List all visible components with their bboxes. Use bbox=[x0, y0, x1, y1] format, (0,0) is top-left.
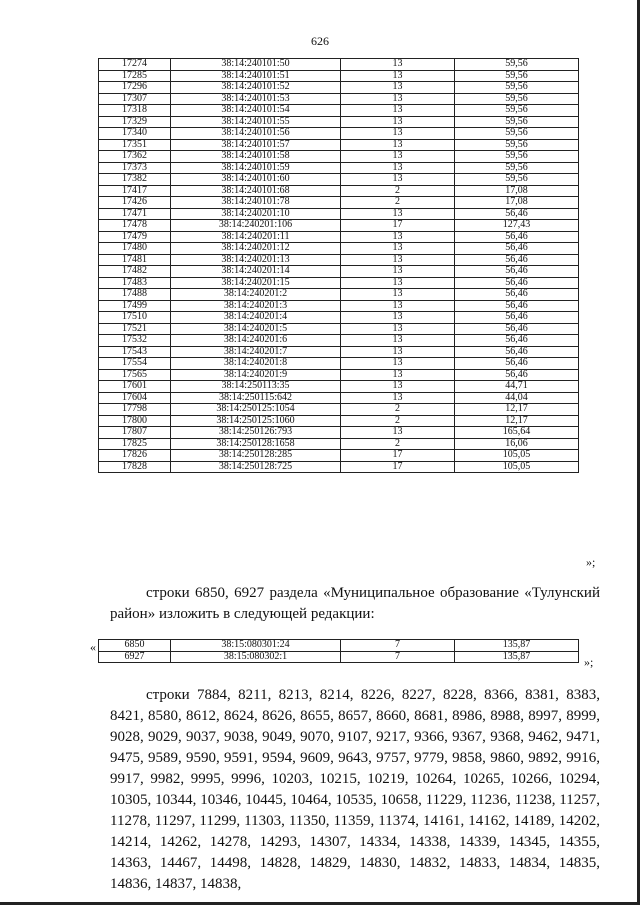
count-value: 2 bbox=[341, 438, 455, 450]
cadastral-number: 38:14:240201:7 bbox=[171, 346, 341, 358]
cadastral-number: 38:14:250125:1060 bbox=[171, 415, 341, 427]
parcel-table-tulun bbox=[98, 639, 579, 663]
cadastral-number: 38:14:240101:57 bbox=[171, 139, 341, 151]
amount-value: 12,17 bbox=[455, 415, 579, 427]
amount-value: 56,46 bbox=[455, 312, 579, 324]
table-row bbox=[99, 358, 579, 370]
table-row bbox=[99, 450, 579, 462]
row-number: 17373 bbox=[99, 162, 171, 174]
count-value: 13 bbox=[341, 139, 455, 151]
count-value: 13 bbox=[341, 174, 455, 186]
amount-value: 44,71 bbox=[455, 381, 579, 393]
row-number: 17482 bbox=[99, 266, 171, 278]
table-row bbox=[99, 105, 579, 117]
cadastral-number: 38:14:240201:14 bbox=[171, 266, 341, 278]
row-number: 17488 bbox=[99, 289, 171, 301]
amount-value: 105,05 bbox=[455, 450, 579, 462]
cadastral-number: 38:14:240101:78 bbox=[171, 197, 341, 209]
count-value: 13 bbox=[341, 266, 455, 278]
cadastral-number: 38:14:240101:56 bbox=[171, 128, 341, 140]
row-number: 17296 bbox=[99, 82, 171, 94]
count-value: 7 bbox=[341, 651, 455, 663]
count-value: 13 bbox=[341, 162, 455, 174]
row-number: 17499 bbox=[99, 300, 171, 312]
table2-open-mark: « bbox=[90, 640, 96, 654]
row-number: 17471 bbox=[99, 208, 171, 220]
cadastral-number: 38:14:240101:53 bbox=[171, 93, 341, 105]
table-row bbox=[99, 461, 579, 473]
count-value: 13 bbox=[341, 300, 455, 312]
row-number: 17532 bbox=[99, 335, 171, 347]
amount-value: 56,46 bbox=[455, 346, 579, 358]
table-row bbox=[99, 335, 579, 347]
row-number: 17426 bbox=[99, 197, 171, 209]
cadastral-number: 38:14:250128:285 bbox=[171, 450, 341, 462]
amount-value: 165,64 bbox=[455, 427, 579, 439]
cadastral-number: 38:14:240201:106 bbox=[171, 220, 341, 232]
count-value: 13 bbox=[341, 312, 455, 324]
table-row bbox=[99, 312, 579, 324]
table-row bbox=[99, 300, 579, 312]
amount-value: 56,46 bbox=[455, 358, 579, 370]
amount-value: 56,46 bbox=[455, 369, 579, 381]
amount-value: 59,56 bbox=[455, 116, 579, 128]
count-value: 13 bbox=[341, 335, 455, 347]
table-row bbox=[99, 289, 579, 301]
amount-value: 56,46 bbox=[455, 266, 579, 278]
cadastral-number: 38:14:240201:11 bbox=[171, 231, 341, 243]
cadastral-number: 38:14:240201:4 bbox=[171, 312, 341, 324]
row-number: 17274 bbox=[99, 59, 171, 71]
page-number: 626 bbox=[311, 34, 329, 48]
table-row bbox=[99, 82, 579, 94]
table-row bbox=[99, 254, 579, 266]
table-end-mark: »; bbox=[586, 555, 596, 569]
count-value: 13 bbox=[341, 116, 455, 128]
amount-value: 59,56 bbox=[455, 151, 579, 163]
amount-value: 59,56 bbox=[455, 93, 579, 105]
count-value: 13 bbox=[341, 82, 455, 94]
table-row bbox=[99, 640, 579, 652]
amount-value: 56,46 bbox=[455, 243, 579, 255]
amount-value: 59,56 bbox=[455, 128, 579, 140]
table-row bbox=[99, 369, 579, 381]
cadastral-number: 38:14:250125:1054 bbox=[171, 404, 341, 416]
row-number: 17798 bbox=[99, 404, 171, 416]
table-row bbox=[99, 93, 579, 105]
table-row bbox=[99, 323, 579, 335]
row-number: 17481 bbox=[99, 254, 171, 266]
row-number: 17604 bbox=[99, 392, 171, 404]
amount-value: 59,56 bbox=[455, 174, 579, 186]
cadastral-number: 38:14:240201:13 bbox=[171, 254, 341, 266]
amount-value: 56,46 bbox=[455, 254, 579, 266]
row-number: 17543 bbox=[99, 346, 171, 358]
amount-value: 135,87 bbox=[455, 651, 579, 663]
table-row bbox=[99, 162, 579, 174]
cadastral-number: 38:14:240201:8 bbox=[171, 358, 341, 370]
amount-value: 59,56 bbox=[455, 139, 579, 151]
count-value: 13 bbox=[341, 128, 455, 140]
count-value: 13 bbox=[341, 254, 455, 266]
table-row bbox=[99, 346, 579, 358]
amount-value: 105,05 bbox=[455, 461, 579, 473]
cadastral-number: 38:14:240101:50 bbox=[171, 59, 341, 71]
amount-value: 56,46 bbox=[455, 231, 579, 243]
row-number: 17521 bbox=[99, 323, 171, 335]
cadastral-number: 38:14:240101:60 bbox=[171, 174, 341, 186]
amount-value: 127,43 bbox=[455, 220, 579, 232]
row-number: 17807 bbox=[99, 427, 171, 439]
row-number: 17554 bbox=[99, 358, 171, 370]
table-row bbox=[99, 70, 579, 82]
count-value: 17 bbox=[341, 461, 455, 473]
row-number: 17510 bbox=[99, 312, 171, 324]
cadastral-number: 38:14:240201:6 bbox=[171, 335, 341, 347]
count-value: 17 bbox=[341, 220, 455, 232]
table-row bbox=[99, 220, 579, 232]
count-value: 13 bbox=[341, 243, 455, 255]
row-number: 17483 bbox=[99, 277, 171, 289]
table-row bbox=[99, 277, 579, 289]
paragraph-tulun-section: строки 6850, 6927 раздела «Муниципальное образование «Тулунский район» изложить в следующей редакции: bbox=[110, 585, 600, 622]
row-number: 17417 bbox=[99, 185, 171, 197]
amount-value: 56,46 bbox=[455, 335, 579, 347]
cadastral-number: 38:14:250128:725 bbox=[171, 461, 341, 473]
amount-value: 135,87 bbox=[455, 640, 579, 652]
row-number: 17318 bbox=[99, 105, 171, 117]
cadastral-number: 38:14:240101:54 bbox=[171, 105, 341, 117]
paragraph-row-list: строки 7884, 8211, 8213, 8214, 8226, 8227, 8228, 8366, 8381, 8383, 8421, 8580, 8612, 8624, 8626, 8655, 8657, 8660, 8681, 8986, 8988, 8997, 8999, 9028, 9029, 9037, 9038, 9049, 9070, 9107, 9217, 9366, 9367, 9368, 9462, 9471, 9475, 9589, 9590, 9591, 9594, 9609, 9643, 9757, 9779, 9858, 9860, 9892, 9916, 9917, 9982, 9995, 9996, 10203, 10215, 10219, 10264, 10265, 10266, 10294, 10305, 10344, 10346, 10445, 10464, 10535, 10658, 11229, 11236, 11238, 11257, 11278, 11297, 11299, 11303, 11350, 11359, 11374, 14161, 14162, 14189, 14202, 14214, 14262, 14278, 14293, 14307, 14334, 14338, 14339, 14345, 14355, 14363, 14467, 14498, 14828, 14829, 14830, 14832, 14833, 14834, 14835, 14836, 14837, 14838, bbox=[110, 687, 600, 892]
table-row bbox=[99, 139, 579, 151]
count-value: 13 bbox=[341, 427, 455, 439]
table-row bbox=[99, 231, 579, 243]
amount-value: 56,46 bbox=[455, 300, 579, 312]
parcel-table bbox=[98, 58, 579, 473]
row-number: 17479 bbox=[99, 231, 171, 243]
count-value: 17 bbox=[341, 450, 455, 462]
table-row bbox=[99, 174, 579, 186]
count-value: 2 bbox=[341, 415, 455, 427]
cadastral-number: 38:14:240201:3 bbox=[171, 300, 341, 312]
table-row bbox=[99, 651, 579, 663]
table-row bbox=[99, 392, 579, 404]
cadastral-number: 38:14:240201:12 bbox=[171, 243, 341, 255]
row-number: 17285 bbox=[99, 70, 171, 82]
count-value: 13 bbox=[341, 208, 455, 220]
count-value: 13 bbox=[341, 346, 455, 358]
amount-value: 56,46 bbox=[455, 323, 579, 335]
cadastral-number: 38:14:240201:2 bbox=[171, 289, 341, 301]
cadastral-number: 38:14:240101:58 bbox=[171, 151, 341, 163]
cadastral-number: 38:14:250126:793 bbox=[171, 427, 341, 439]
cadastral-number: 38:14:240201:5 bbox=[171, 323, 341, 335]
table-row bbox=[99, 266, 579, 278]
cadastral-number: 38:14:250113:35 bbox=[171, 381, 341, 393]
amount-value: 44,04 bbox=[455, 392, 579, 404]
table-row bbox=[99, 185, 579, 197]
count-value: 13 bbox=[341, 105, 455, 117]
amount-value: 59,56 bbox=[455, 59, 579, 71]
count-value: 7 bbox=[341, 640, 455, 652]
row-number: 17825 bbox=[99, 438, 171, 450]
cadastral-number: 38:14:240101:51 bbox=[171, 70, 341, 82]
row-number: 17478 bbox=[99, 220, 171, 232]
count-value: 13 bbox=[341, 70, 455, 82]
table-row bbox=[99, 197, 579, 209]
count-value: 13 bbox=[341, 323, 455, 335]
amount-value: 16,06 bbox=[455, 438, 579, 450]
cadastral-number: 38:14:240201:15 bbox=[171, 277, 341, 289]
count-value: 13 bbox=[341, 231, 455, 243]
row-number: 17340 bbox=[99, 128, 171, 140]
amount-value: 59,56 bbox=[455, 82, 579, 94]
row-number: 17828 bbox=[99, 461, 171, 473]
count-value: 2 bbox=[341, 197, 455, 209]
table-row bbox=[99, 381, 579, 393]
amount-value: 59,56 bbox=[455, 70, 579, 82]
count-value: 13 bbox=[341, 277, 455, 289]
row-number: 17565 bbox=[99, 369, 171, 381]
table-row bbox=[99, 404, 579, 416]
row-number: 17351 bbox=[99, 139, 171, 151]
amount-value: 17,08 bbox=[455, 197, 579, 209]
row-number: 17329 bbox=[99, 116, 171, 128]
table-row bbox=[99, 438, 579, 450]
count-value: 13 bbox=[341, 93, 455, 105]
amount-value: 56,46 bbox=[455, 208, 579, 220]
amount-value: 12,17 bbox=[455, 404, 579, 416]
row-number: 17800 bbox=[99, 415, 171, 427]
count-value: 2 bbox=[341, 185, 455, 197]
cadastral-number: 38:14:240101:52 bbox=[171, 82, 341, 94]
cadastral-number: 38:14:240101:55 bbox=[171, 116, 341, 128]
count-value: 13 bbox=[341, 369, 455, 381]
table-row bbox=[99, 243, 579, 255]
count-value: 13 bbox=[341, 59, 455, 71]
count-value: 13 bbox=[341, 151, 455, 163]
table-row bbox=[99, 208, 579, 220]
cadastral-number: 38:14:250115:642 bbox=[171, 392, 341, 404]
table-row bbox=[99, 427, 579, 439]
table-row bbox=[99, 116, 579, 128]
table2-end-mark: »; bbox=[584, 655, 594, 669]
amount-value: 56,46 bbox=[455, 277, 579, 289]
count-value: 13 bbox=[341, 358, 455, 370]
count-value: 13 bbox=[341, 392, 455, 404]
row-number: 17307 bbox=[99, 93, 171, 105]
cadastral-number: 38:14:240101:68 bbox=[171, 185, 341, 197]
row-number: 6850 bbox=[99, 640, 171, 652]
row-number: 17826 bbox=[99, 450, 171, 462]
cadastral-number: 38:15:080301:24 bbox=[171, 640, 341, 652]
amount-value: 59,56 bbox=[455, 105, 579, 117]
table-row bbox=[99, 128, 579, 140]
cadastral-number: 38:15:080302:1 bbox=[171, 651, 341, 663]
cadastral-number: 38:14:250128:1658 bbox=[171, 438, 341, 450]
amount-value: 59,56 bbox=[455, 162, 579, 174]
count-value: 13 bbox=[341, 381, 455, 393]
row-number: 17480 bbox=[99, 243, 171, 255]
count-value: 2 bbox=[341, 404, 455, 416]
table-row bbox=[99, 151, 579, 163]
table-row bbox=[99, 59, 579, 71]
amount-value: 17,08 bbox=[455, 185, 579, 197]
cadastral-number: 38:14:240201:9 bbox=[171, 369, 341, 381]
cadastral-number: 38:14:240101:59 bbox=[171, 162, 341, 174]
count-value: 13 bbox=[341, 289, 455, 301]
table-row bbox=[99, 415, 579, 427]
row-number: 17601 bbox=[99, 381, 171, 393]
amount-value: 56,46 bbox=[455, 289, 579, 301]
row-number: 6927 bbox=[99, 651, 171, 663]
row-number: 17362 bbox=[99, 151, 171, 163]
row-number: 17382 bbox=[99, 174, 171, 186]
cadastral-number: 38:14:240201:10 bbox=[171, 208, 341, 220]
